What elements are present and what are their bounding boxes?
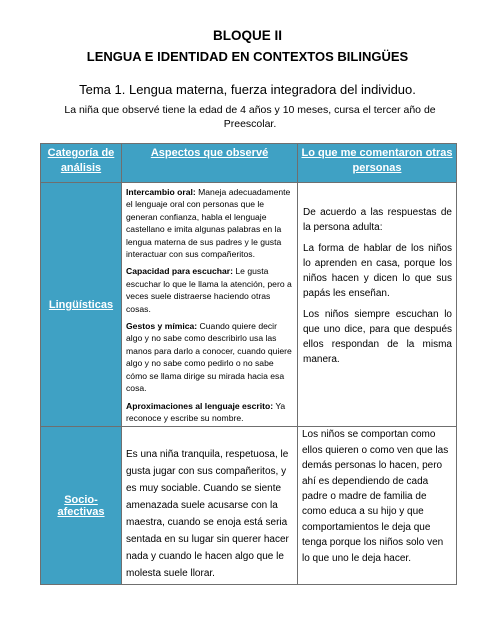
- document-subtitle: LENGUA E IDENTIDAD EN CONTEXTOS BILINGÜES: [86, 49, 409, 64]
- observation-text: Cuando quiere decir algo y no sabe como describirlo usa las manos para darlo a conocer, cuando quiere algo y no sabe como pedirlo o no sabe cómo se llama dirige su mirada hacia esa cosa.: [126, 321, 292, 394]
- comments-cell: [298, 183, 457, 427]
- observation-label: Capacidad para escuchar:: [126, 266, 233, 277]
- intro-paragraph: La niña que observé tiene la edad de 4 años y 10 meses, cursa el tercer año de Preescolar.: [64, 104, 436, 130]
- observation-item: [126, 265, 294, 315]
- observation-item: [126, 400, 294, 425]
- header-category: Categoría de análisis: [41, 144, 122, 183]
- observation-label: Intercambio oral:: [126, 187, 196, 197]
- table-row: [41, 427, 457, 585]
- observation-item: [126, 186, 294, 260]
- table-row: [41, 183, 457, 427]
- observation-label: Gestos y mímica:: [126, 321, 198, 332]
- observation-label: Aproximaciones al lenguaje escrito:: [126, 400, 274, 411]
- category-cell: Socio-afectivas: [41, 427, 122, 585]
- topic-title: Tema 1. Lengua materna, fuerza integradora del individuo.: [79, 82, 416, 97]
- observation-text: Ya reconoce y escribe su nombre.: [126, 400, 286, 423]
- block-title: BLOQUE II: [212, 28, 282, 43]
- observed-cell: Es una niña tranquila, respetuosa, le gusta jugar con sus compañeritos, y es muy sociable. Cuando se siente amenazada suele acusarse con la maestra, cuando se enoja está seria sentada en su lugar sin querer hacer nada y cuando le hacen algo que le molesta suele llorar.: [122, 427, 298, 585]
- observed-cell: [122, 183, 298, 427]
- table-header-row: [41, 144, 457, 183]
- category-cell: Lingüísticas: [41, 183, 122, 427]
- header-observed: Aspectos que observé: [122, 144, 298, 183]
- analysis-table: [40, 143, 457, 585]
- header-comments: Lo que me comentaron otras personas: [298, 144, 457, 183]
- comment-paragraph: La forma de hablar de los niños lo aprenden en casa, porque los niños hacen y dicen lo que sus papás les enseñan.: [303, 243, 452, 299]
- comment-paragraph: Los niños siempre escuchan lo que uno dice, para que después ellos respondan de la misma manera.: [303, 309, 452, 365]
- comments-cell: Los niños se comportan como ellos quieren o como ven que las demás personas lo hacen, pero ahí es dependiendo de cada padre o madre de familia de como educa a su hijo y que comportamientos le deja que tenga porque los niños solo ven lo que uno le deja hacer.: [298, 427, 457, 585]
- observation-text: Le gusta escuchar lo que le llama la atención, pero a veces suele distraerse haciendo otras cosas.: [126, 266, 292, 314]
- observation-item: [126, 320, 294, 394]
- comment-paragraph: De acuerdo a las respuestas de la persona adulta:: [303, 207, 452, 233]
- observation-text: Maneja adecuadamente el lenguaje oral con personas que le generan confianza, habla el lenguaje castellano e imita algunas palabras en la lengua materna de sus padres y le gusta interactuar con sus compañeritos.: [126, 187, 291, 260]
